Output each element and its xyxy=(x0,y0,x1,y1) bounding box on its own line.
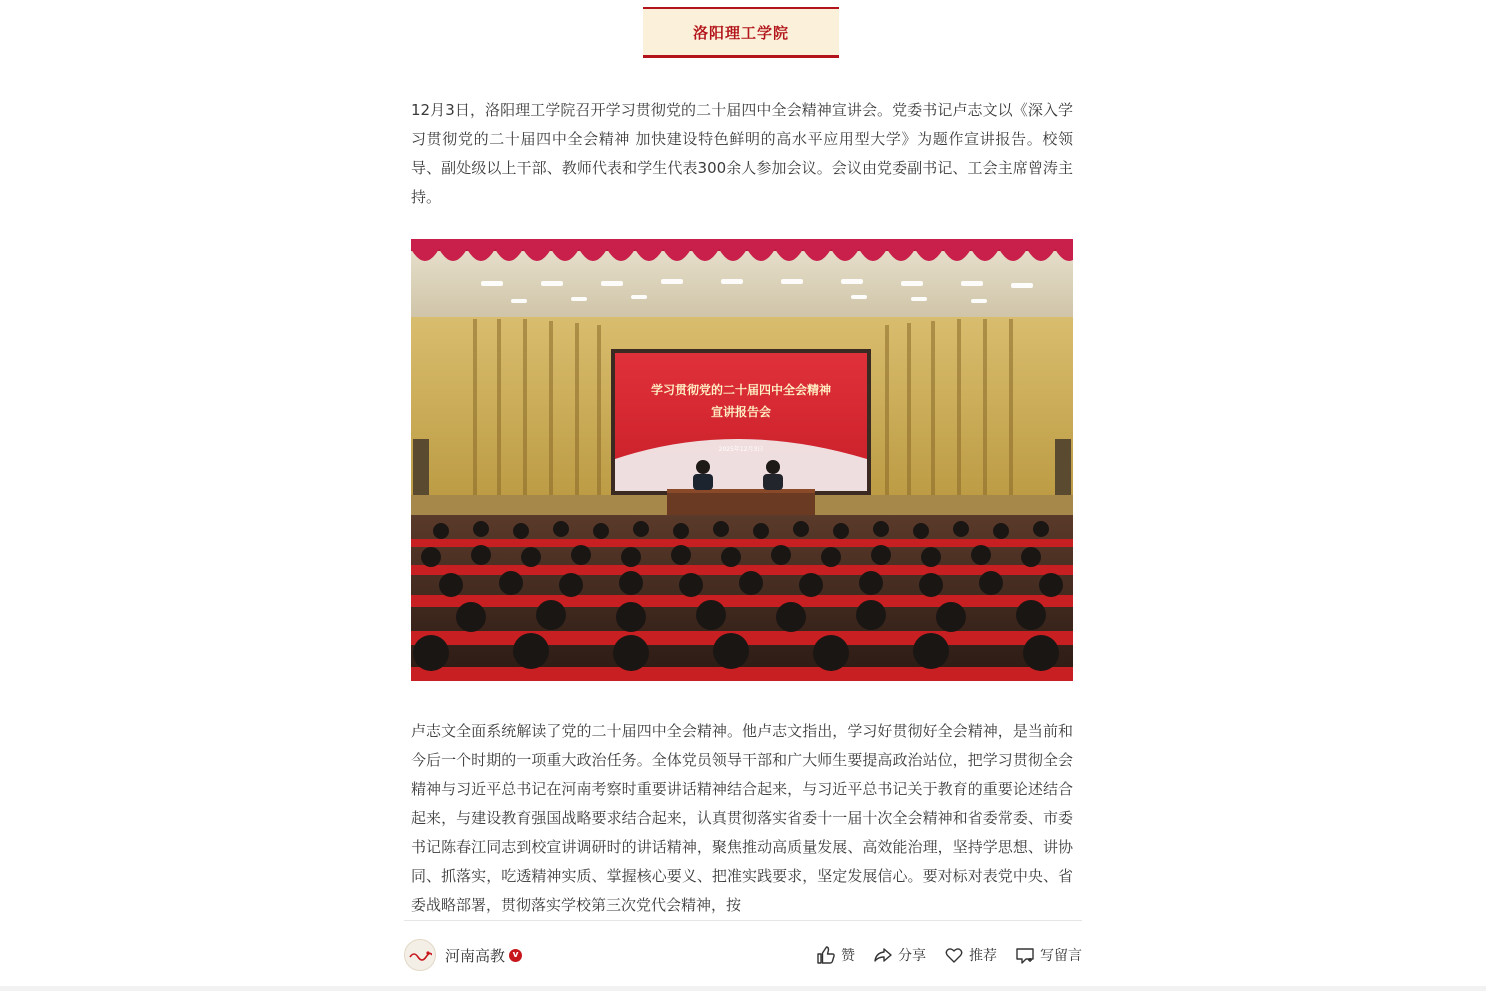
recommend-label: 推荐 xyxy=(969,948,997,964)
share-button[interactable] xyxy=(873,945,926,965)
heart-icon xyxy=(944,945,964,965)
source-account[interactable] xyxy=(404,939,522,971)
recommend-button[interactable] xyxy=(944,945,997,965)
screen-date: 2025年12月3日 xyxy=(718,446,764,453)
article-photo xyxy=(411,239,1073,681)
like-button[interactable] xyxy=(816,945,855,965)
like-label: 赞 xyxy=(841,948,855,964)
source-name[interactable]: 河南高教 xyxy=(445,946,506,965)
comment-icon xyxy=(1015,945,1035,965)
article-paragraph-1: 12月3日，洛阳理工学院召开学习贯彻党的二十届四中全会精神宣讲会。党委书记卢志文以《深入学习贯彻党的二十届四中全会精神 加快建设特色鲜明的高水平应用型大学》为题作宣讲报告。校领导、副处级以上干部、教师代表和学生代表300余人参加会议。会议由党委副书记、工会主席曾涛主持。 xyxy=(411,101,1073,206)
verified-badge-icon: v xyxy=(509,949,522,962)
logo-icon xyxy=(408,949,432,961)
avatar[interactable] xyxy=(404,939,436,971)
share-icon xyxy=(873,945,893,965)
thumbs-up-icon xyxy=(816,945,836,965)
article-footer-bar xyxy=(404,920,1082,989)
action-group xyxy=(798,939,1082,971)
section-title: 洛阳理工学院 xyxy=(692,23,789,42)
screen-title-1: 学习贯彻党的二十届四中全会精神 xyxy=(650,383,832,397)
comment-button[interactable] xyxy=(1015,945,1082,965)
bottom-divider xyxy=(0,986,1486,991)
section-header xyxy=(643,7,839,58)
comment-label: 写留言 xyxy=(1040,948,1082,964)
article-paragraph-2: 卢志文全面系统解读了党的二十届四中全会精神。他卢志文指出，学习好贯彻好全会精神，是当前和今后一个时期的一项重大政治任务。全体党员领导干部和广大师生要提高政治站位，把学习贯彻全会精神与习近平总书记在河南考察时重要讲话精神结合起来，与习近平总书记关于教育的重要论述结合起来，与建设教育强国战略要求结合起来，认真贯彻落实省委十一届十次全会精神和省委常委、市委书记陈春江同志到校宣讲调研时的讲话精神，聚焦推动高质量发展、高效能治理，坚持学思想、讲协同、抓落实，吃透精神实质、掌握核心要义、把准实践要求，坚定发展信心。要对标对表党中央、省委战略部署，贯彻落实学校第三次党代会精神，按 xyxy=(411,722,1073,914)
screen-title-2: 宣讲报告会 xyxy=(710,405,772,419)
share-label: 分享 xyxy=(898,948,926,964)
